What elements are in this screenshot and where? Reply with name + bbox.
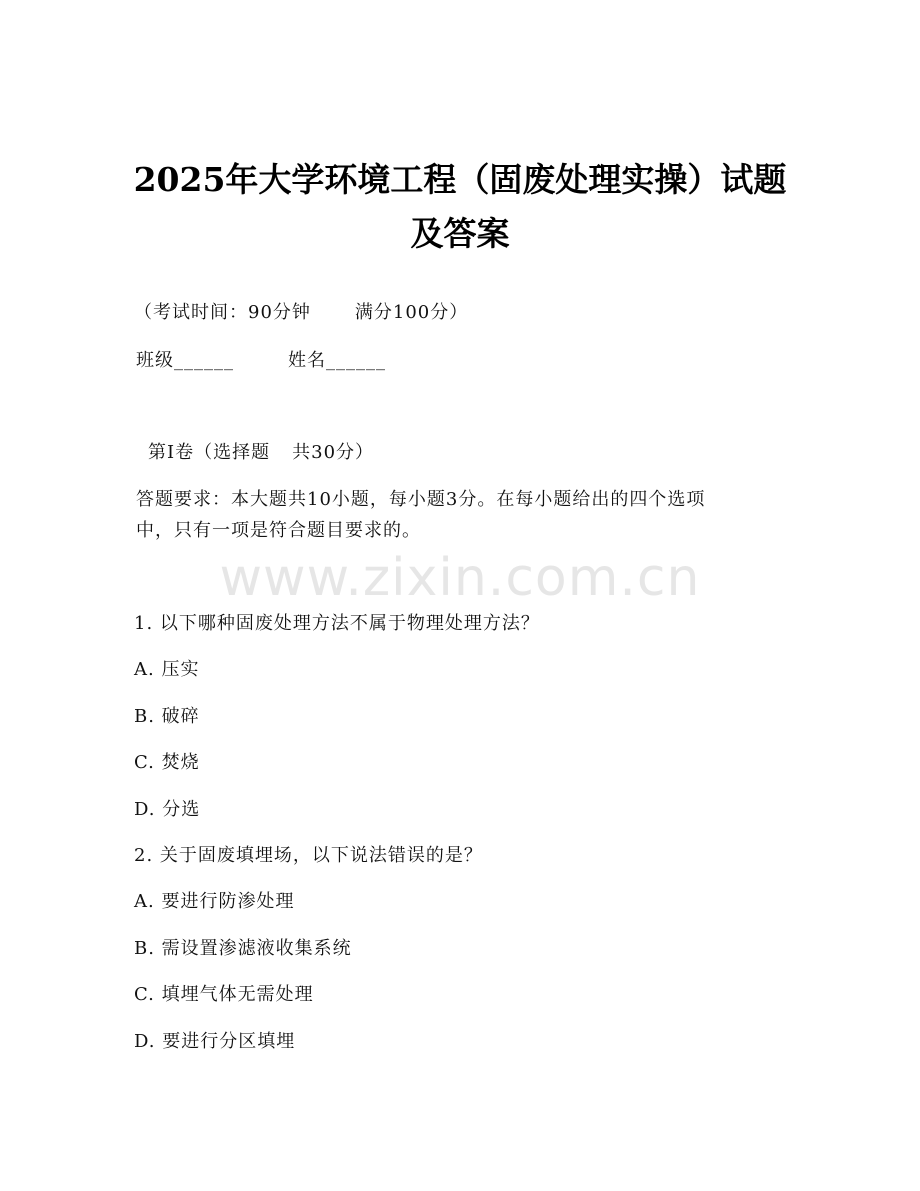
- question-1-option-d: D. 分选: [134, 799, 201, 820]
- section-heading: [148, 440, 374, 466]
- instructions-line-2: 中，只有一项是符合题目要求的。: [136, 520, 421, 541]
- exam-info: [134, 300, 468, 326]
- title-line-1: 2025年大学环境工程（固废处理实操）试题: [133, 160, 787, 199]
- student-info: [136, 348, 386, 374]
- document-title: [0, 153, 920, 261]
- section-title: 第Ⅰ卷（选择题: [148, 442, 271, 463]
- question-1-option-a: A. 压实: [134, 659, 200, 680]
- title-line-2: 及答案: [410, 214, 510, 253]
- question-2-option-a: A. 要进行防渗处理: [134, 891, 295, 912]
- question-1-option-c: C. 焚烧: [134, 752, 200, 773]
- instructions-line-1: 答题要求：本大题共10小题，每小题3分。在每小题给出的四个选项: [136, 489, 706, 510]
- class-field: 班级______: [136, 350, 234, 371]
- question-1-option-b: B. 破碎: [134, 706, 200, 727]
- question-2-option-c: C. 填埋气体无需处理: [134, 984, 314, 1005]
- watermark: www.zixin.com.cn: [219, 548, 701, 608]
- full-score: 满分100分）: [354, 302, 469, 323]
- question-2-stem: 2. 关于固废填埋场，以下说法错误的是？: [134, 845, 483, 866]
- section-total: 共30分）: [292, 442, 375, 463]
- question-1-stem: 1. 以下哪种固废处理方法不属于物理处理方法？: [134, 613, 540, 634]
- question-2-option-b: B. 需设置渗滤液收集系统: [134, 938, 352, 959]
- exam-time: （考试时间：90分钟: [134, 302, 311, 323]
- name-field: 姓名______: [288, 350, 386, 371]
- question-2-option-d: D. 要进行分区填埋: [134, 1031, 296, 1052]
